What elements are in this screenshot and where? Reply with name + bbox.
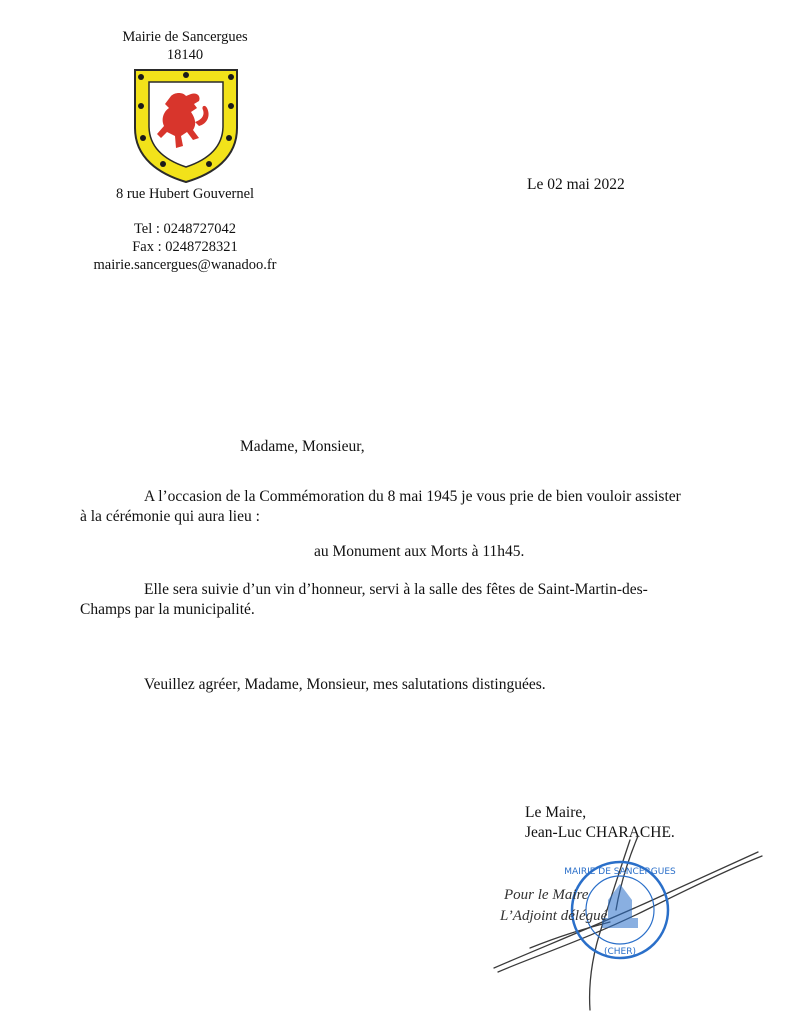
postal-code: 18140 (166, 47, 204, 63)
closing-formula: Veuillez agréer, Madame, Monsieur, mes salutations distinguées. (144, 676, 546, 693)
municipality-name: Mairie de Sancergues (122, 29, 248, 45)
signatory-name: Jean-Luc CHARACHE. (525, 824, 675, 841)
address: 8 rue Hubert Gouvernel (115, 186, 255, 202)
email: mairie.sancergues@wanadoo.fr (93, 257, 277, 273)
ceremony-location: au Monument aux Morts à 11h45. (314, 543, 525, 560)
contact-info (50, 220, 320, 274)
letterhead (50, 28, 320, 64)
coat-of-arms-lion-icon (131, 66, 241, 184)
paragraph-line: A l’occasion de la Commémoration du 8 mai 1945 je vous prie de bien vouloir assister (144, 488, 681, 505)
paragraph-line: Elle sera suivie d’un vin d’honneur, servi à la salle des fêtes de Saint-Martin-des- (144, 581, 648, 598)
paragraph-reception (80, 580, 700, 620)
seal-text-bottom: (CHER) (603, 947, 637, 957)
seal-text-top: MAIRIE DE SANCERGUES (564, 867, 676, 877)
paragraph-invitation (80, 487, 700, 527)
stamp-mayor-line: Pour le Maire (504, 887, 589, 903)
fax: Fax : 0248728321 (132, 239, 238, 255)
letter-date: Le 02 mai 2022 (527, 176, 625, 193)
telephone: Tel : 0248727042 (133, 221, 237, 237)
official-seal-icon (470, 830, 780, 1025)
stamp-deputy-line: L’Adjoint délégué (500, 908, 608, 924)
greeting: Madame, Monsieur, (240, 438, 365, 455)
paragraph-line: Champs par la municipalité. (80, 601, 255, 618)
signatory-title: Le Maire, (525, 804, 587, 821)
paragraph-line: à la cérémonie qui aura lieu : (80, 508, 260, 525)
